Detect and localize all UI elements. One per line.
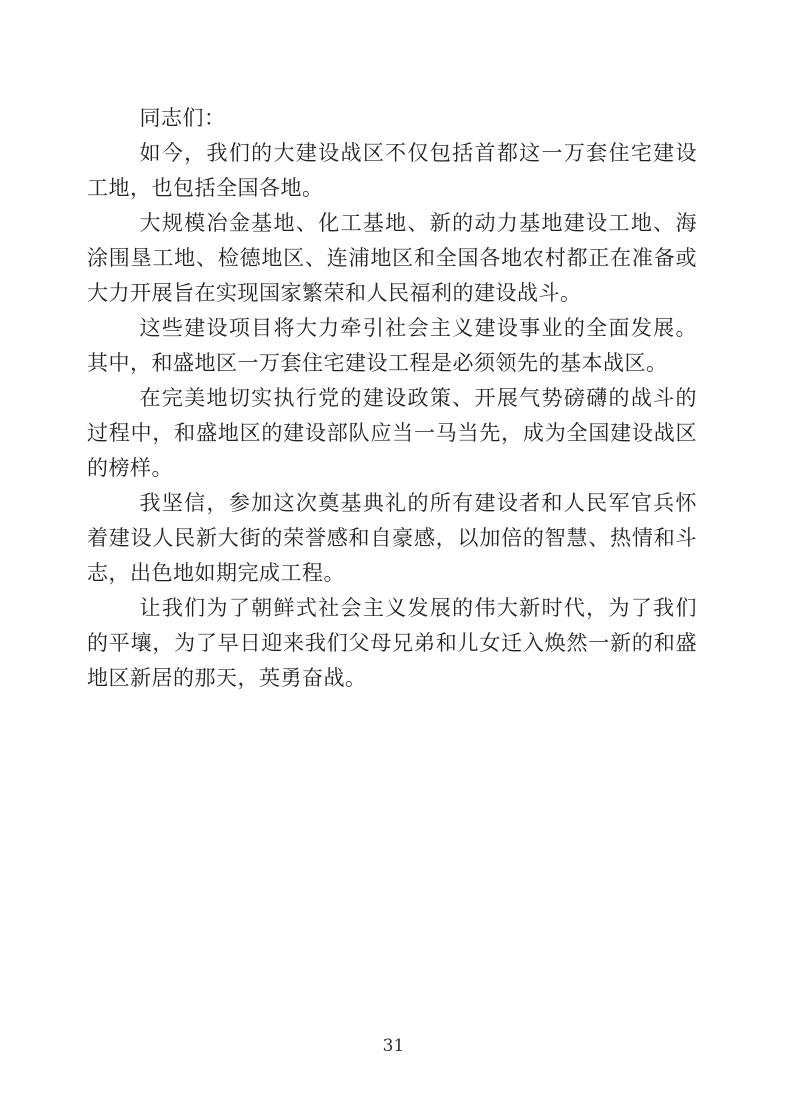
document-body <box>87 101 697 696</box>
page-number: 31 <box>382 1036 405 1056</box>
paragraph: 如今，我们的大建设战区不仅包括首都这一万套住宅建设工地，也包括全国各地。 <box>87 141 697 200</box>
paragraph: 大规模冶金基地、化工基地、新的动力基地建设工地、海涂围垦工地、检德地区、连浦地区和全国各地农村都正在准备或大力开展旨在实现国家繁荣和人民福利的建设战斗。 <box>87 211 697 305</box>
paragraph: 这些建设项目将大力牵引社会主义建设事业的全面发展。其中，和盛地区一万套住宅建设工程是必须领先的基本战区。 <box>87 316 697 375</box>
paragraph: 让我们为了朝鲜式社会主义发展的伟大新时代，为了我们的平壤，为了早日迎来我们父母兄弟和儿女迁入焕然一新的和盛地区新居的那天，英勇奋战。 <box>87 596 697 690</box>
paragraph-salutation: 同志们： <box>139 106 226 130</box>
paragraph: 我坚信，参加这次奠基典礼的所有建设者和人民军官兵怀着建设人民新大街的荣誉感和自豪感，以加倍的智慧、热情和斗志，出色地如期完成工程。 <box>87 491 697 585</box>
paragraph: 在完美地切实执行党的建设政策、开展气势磅礴的战斗的过程中，和盛地区的建设部队应当一马当先，成为全国建设战区的榜样。 <box>87 386 697 480</box>
